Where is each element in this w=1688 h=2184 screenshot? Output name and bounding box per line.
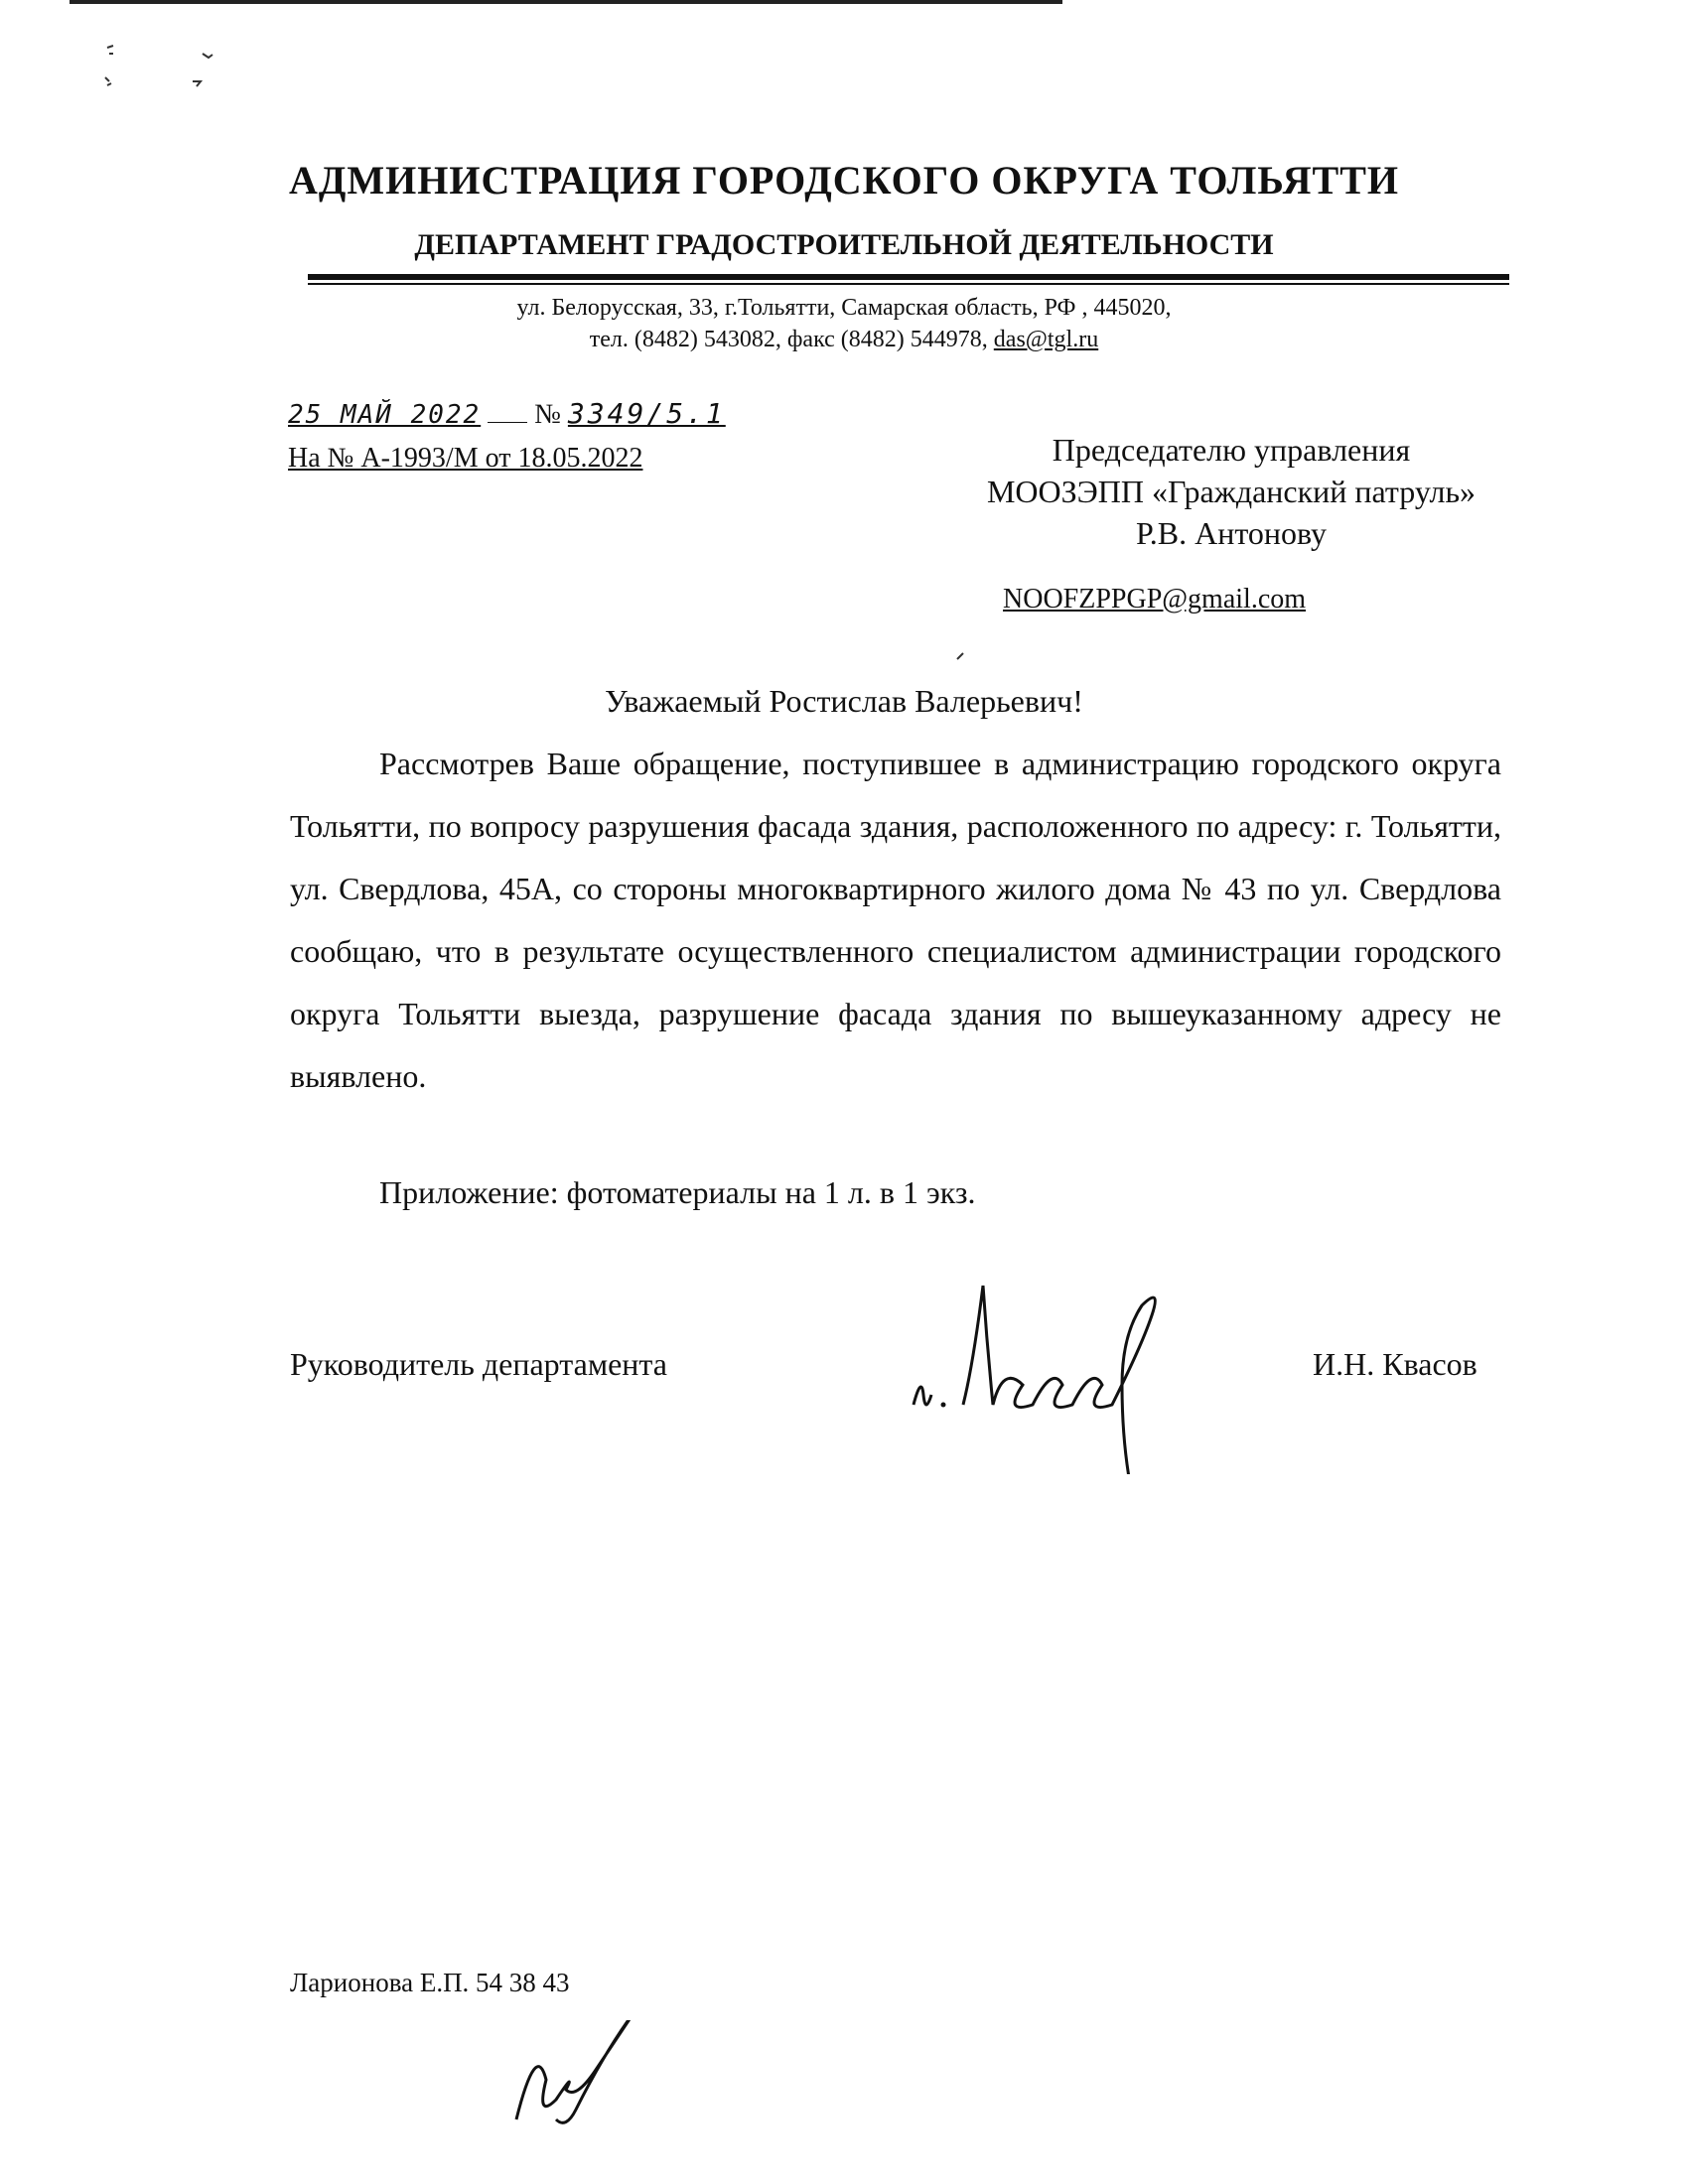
- address-line: ул. Белорусская, 33, г.Тольятти, Самарская область, РФ , 445020,: [516, 295, 1172, 321]
- registration-line: [288, 397, 726, 431]
- executor-initials-image: [496, 2020, 695, 2139]
- date-underline: [488, 422, 527, 423]
- scan-specks: [99, 40, 238, 99]
- scan-edge: [70, 0, 1062, 4]
- greeting: Уважаемый Ростислав Валерьевич!: [605, 683, 1083, 719]
- addressee-organization: МООЗЭПП «Гражданский патруль»: [986, 474, 1477, 509]
- addressee-block: [874, 429, 1589, 554]
- contacts-text: тел. (8482) 543082, факс (8482) 544978,: [589, 327, 994, 352]
- scan-mark: [953, 645, 973, 665]
- reference-line: На № А-1993/М от 18.05.2022: [288, 443, 643, 474]
- department-email: das@tgl.ru: [993, 327, 1099, 352]
- executor-line: Ларионова Е.П. 54 38 43: [290, 1968, 570, 1997]
- signer-name: И.Н. Квасов: [1313, 1346, 1477, 1382]
- addressee-name: Р.В. Антонову: [1135, 515, 1328, 551]
- registration-number: 3349/5.1: [567, 397, 726, 430]
- header-divider-thin: [308, 283, 1509, 285]
- signature-image: [894, 1256, 1211, 1474]
- addressee-position: Председателю управления: [1052, 432, 1411, 468]
- header-address: [0, 292, 1688, 355]
- registration-date: 25 МАЙ 2022: [288, 400, 482, 430]
- contacts-line: [0, 324, 1688, 355]
- header-divider: [308, 274, 1509, 280]
- addressee-email: NOOFZPPGP@gmail.com: [1003, 584, 1307, 614]
- attachment-note: Приложение: фотоматериалы на 1 л. в 1 экз.: [379, 1174, 976, 1210]
- registration-number-label: №: [534, 399, 561, 430]
- signer-position: Руководитель департамента: [290, 1346, 667, 1382]
- department-title: ДЕПАРТАМЕНТ ГРАДОСТРОИТЕЛЬНОЙ ДЕЯТЕЛЬНОСТИ: [414, 228, 1274, 261]
- organization-title: АДМИНИСТРАЦИЯ ГОРОДСКОГО ОКРУГА ТОЛЬЯТТИ: [288, 158, 1399, 203]
- letter-body: Рассмотрев Ваше обращение, поступившее в администрацию городского округа Тольятти, по вопросу разрушения фасада здания, расположенного по адресу: г. Тольятти, ул. Свердлова, 45А, со стороны многоквартирного жилого дома № 43 по ул. Свердлова сообщаю, что в результате осуществленного специалистом администрации городского округа Тольятти выезда, разрушение фасада здания по вышеуказанному адресу не выявлено.: [290, 746, 1501, 1094]
